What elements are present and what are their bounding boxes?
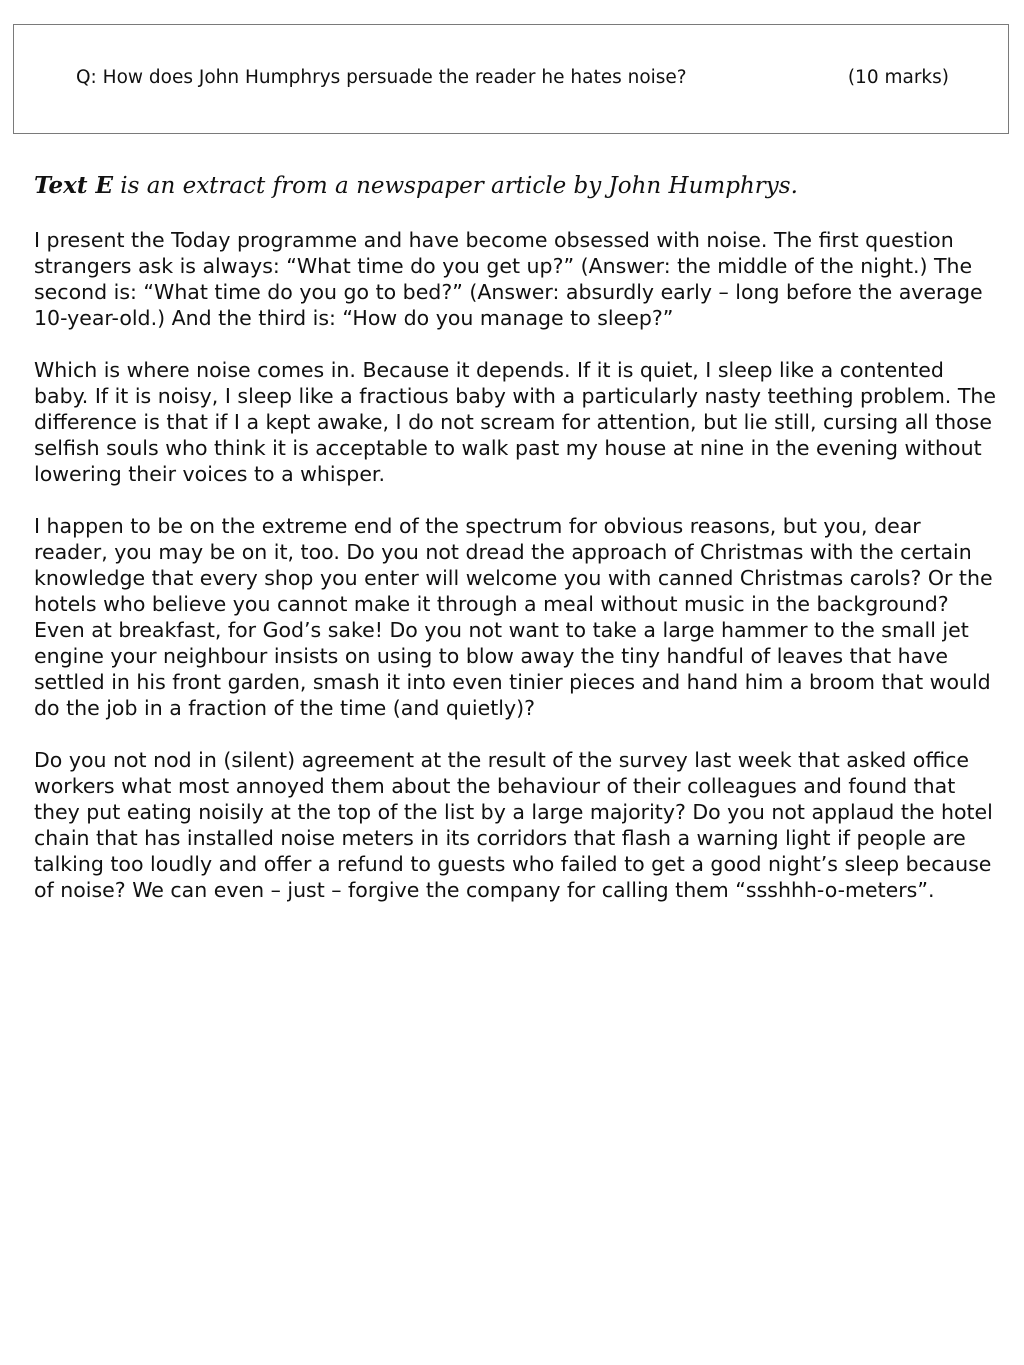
intro-source-label: Text E bbox=[34, 172, 113, 199]
article-body bbox=[34, 227, 996, 929]
question-text: Q: How does John Humphrys persuade the reader he hates noise? bbox=[76, 67, 687, 88]
article-paragraph: Which is where noise comes in. Because it depends. If it is quiet, I sleep like a contented baby. If it is noisy, I sleep like a fractious baby with a particularly nasty teething problem. The difference is that if I a kept awake, I do not scream for attention, but lie still, cursing all those selfish souls who think it is acceptable to walk past my house at nine in the evening without lowering their voices to a whisper. bbox=[34, 358, 996, 486]
intro-line bbox=[34, 171, 994, 201]
article-paragraph: I present the Today programme and have become obsessed with noise. The first question strangers ask is always: “What time do you get up?” (Answer: the middle of the night.) The second is: “What time do you go to bed?” (Answer: absurdly early – long before the average 10-year-old.) And the third is: “How do you manage to sleep?” bbox=[34, 228, 983, 330]
article-paragraph: I happen to be on the extreme end of the spectrum for obvious reasons, but you, dear reader, you may be on it, too. Do you not dread the approach of Christmas with the certain knowledge that every shop you enter will welcome you with canned Christmas carols? Or the hotels who believe you cannot make it through a meal without music in the background? Even at breakfast, for God’s sake! Do you not want to take a large hammer to the small jet engine your neighbour insists on using to blow away the tiny handful of leaves that have settled in his front garden, smash it into even tinier pieces and hand him a broom that would do the job in a fraction of the time (and quietly)? bbox=[34, 514, 993, 720]
intro-description: is an extract from a newspaper article by John Humphrys. bbox=[112, 173, 798, 199]
question-marks: (10 marks) bbox=[847, 67, 949, 88]
article-paragraph: Do you not nod in (silent) agreement at the result of the survey last week that asked office workers what most annoyed them about the behaviour of their colleagues and found that they put eating noisily at the top of the list by a large majority? Do you not applaud the hotel chain that has installed noise meters in its corridors that flash a warning light if people are talking too loudly and offer a refund to guests who failed to get a good night’s sleep because of noise? We can even – just – forgive the company for calling them “ssshhh-o-meters”. bbox=[34, 748, 993, 902]
question-box bbox=[13, 24, 1009, 134]
